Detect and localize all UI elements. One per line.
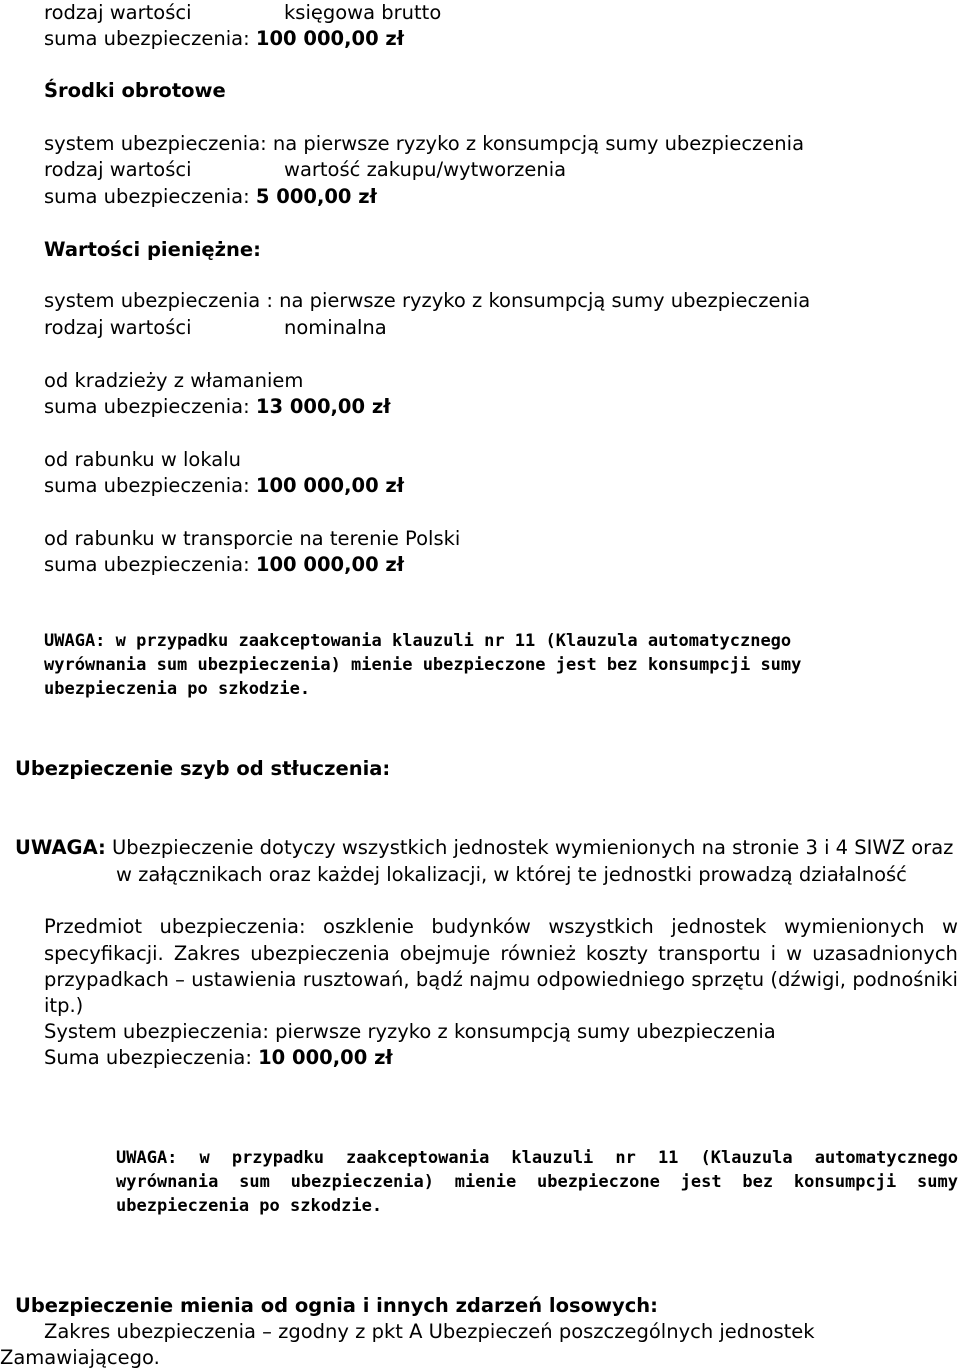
word: bądź [415,968,463,991]
word: zaakceptowania [346,1148,490,1168]
word: (dźwigi, [770,968,847,991]
word: najmu [469,968,531,991]
glass-sum-row [44,1045,393,1071]
word: sumy [917,1172,958,1192]
glass-para-last: itp.) [44,994,84,1017]
robbery-premises-label: od rabunku w lokalu [44,448,241,471]
sum-label: suma ubezpieczenia: [44,474,250,497]
glass-note2-line-1 [116,1146,958,1170]
sum-value: 13 000,00 zł [255,395,391,418]
word: ustawienia [191,968,297,991]
current-assets-sum-row [44,184,377,210]
word: jest [680,1172,722,1192]
sum-label: suma ubezpieczenia: [44,185,250,208]
glass-para-line-3 [44,967,958,993]
current-assets-heading: Środki obrotowe [44,79,226,102]
word: ubezpieczenia: [159,915,306,938]
word: w [942,915,958,938]
word: przypadku [231,1148,324,1168]
word: obejmuje [399,942,491,965]
sum-value: 100 000,00 zł [255,474,405,497]
word: klauzuli [511,1148,594,1168]
word: koszty [585,942,649,965]
glass-para-line-1 [44,914,958,940]
word: konsumpcji [793,1172,897,1192]
word: transportu [658,942,761,965]
word: ubezpieczenia [250,942,390,965]
burglary-label: od kradzieży z włamaniem [44,369,304,392]
glass-note-line-1 [15,835,953,861]
glass-note2-line-2 [116,1170,958,1194]
cash-heading: Wartości pieniężne: [44,238,261,261]
word: 11 [657,1148,679,1168]
current-assets-value-type: wartość zakupu/wytworzenia [284,158,567,181]
cash-note-line-3: ubezpieczenia po szkodzie. [44,679,311,699]
cash-value-type: nominalna [284,316,387,339]
value-type-label: rodzaj wartości [44,1,192,24]
word: ubezpieczone [536,1172,660,1192]
sum-value: 10 000,00 zł [258,1046,393,1069]
word: wszystkich [548,915,654,938]
current-assets-value-type-label: rodzaj wartości [44,158,192,181]
word: jednostek [671,915,767,938]
value-type-row [44,0,192,26]
word: odpowiedniego [536,968,685,991]
word: rusztowań, [302,968,410,991]
note-text: Ubezpieczenie dotyczy wszystkich jednostek wymienionych na stronie 3 i 4 SIWZ oraz [112,836,954,859]
note-label: UWAGA: [15,836,106,859]
word: UWAGA: [116,1148,178,1168]
robbery-premises-sum-row [44,473,404,499]
word: przypadkach [44,968,169,991]
word: sum [239,1172,270,1192]
robbery-transport-label: od rabunku w transporcie na terenie Polski [44,527,461,550]
glass-para-line-2 [44,941,958,967]
word: budynków [431,915,531,938]
sum-value: 100 000,00 zł [255,27,405,50]
word: automatycznego [814,1148,958,1168]
word: wyrównania [116,1172,219,1192]
cash-note-line-1: UWAGA: w przypadku zaakceptowania klauzuli nr 11 (Klauzula automatycznego [44,631,792,651]
cash-note-line-2: wyrównania sum ubezpieczenia) mienie ubezpieczone jest bez konsumpcji sumy [44,655,802,675]
robbery-transport-sum-row [44,552,404,578]
word: oszklenie [323,915,414,938]
fire-heading: Ubezpieczenie mienia od ognia i innych zdarzeń losowych: [15,1294,658,1317]
word: w [786,942,803,965]
sum-label: Suma ubezpieczenia: [44,1046,252,1069]
cash-value-type-label: rodzaj wartości [44,316,192,339]
word: sprzętu [691,968,765,991]
word: również [500,942,576,965]
fire-scope-line-2: Zamawiającego. [0,1346,160,1369]
glass-note-line-2: w załącznikach oraz każdej lokalizacji, w której te jednostki prowadzą działalność [116,863,907,886]
sum-row [44,26,404,52]
word: Zakres [173,942,241,965]
word: podnośniki [852,968,958,991]
fire-scope-line-1: Zakres ubezpieczenia – zgodny z pkt A Ubezpieczeń poszczególnych jednostek [44,1320,815,1343]
word: – [175,968,185,991]
burglary-sum-row [44,394,390,420]
word: nr [615,1148,636,1168]
word: specyfikacji. [44,942,164,965]
current-assets-system: system ubezpieczenia: na pierwsze ryzyko z konsumpcją sumy ubezpieczenia [44,132,805,155]
value-type-value: księgowa brutto [284,1,442,24]
word: Przedmiot [44,915,143,938]
word: bez [742,1172,774,1192]
word: mienie [454,1172,517,1192]
glass-system: System ubezpieczenia: pierwsze ryzyko z konsumpcją sumy ubezpieczenia [44,1020,776,1043]
glass-note2-last: ubezpieczenia po szkodzie. [116,1196,383,1216]
word: ubezpieczenia) [290,1172,434,1192]
glass-heading: Ubezpieczenie szyb od stłuczenia: [15,757,391,780]
word: uzasadnionych [812,942,958,965]
word: w [199,1148,210,1168]
sum-value: 5 000,00 zł [255,185,377,208]
sum-value: 100 000,00 zł [255,553,405,576]
cash-system: system ubezpieczenia : na pierwsze ryzyko z konsumpcją sumy ubezpieczenia [44,289,811,312]
sum-label: suma ubezpieczenia: [44,395,250,418]
word: (Klauzula [700,1148,793,1168]
sum-label: suma ubezpieczenia: [44,27,250,50]
sum-label: suma ubezpieczenia: [44,553,250,576]
word: wymienionych [783,915,925,938]
word: i [770,942,777,965]
